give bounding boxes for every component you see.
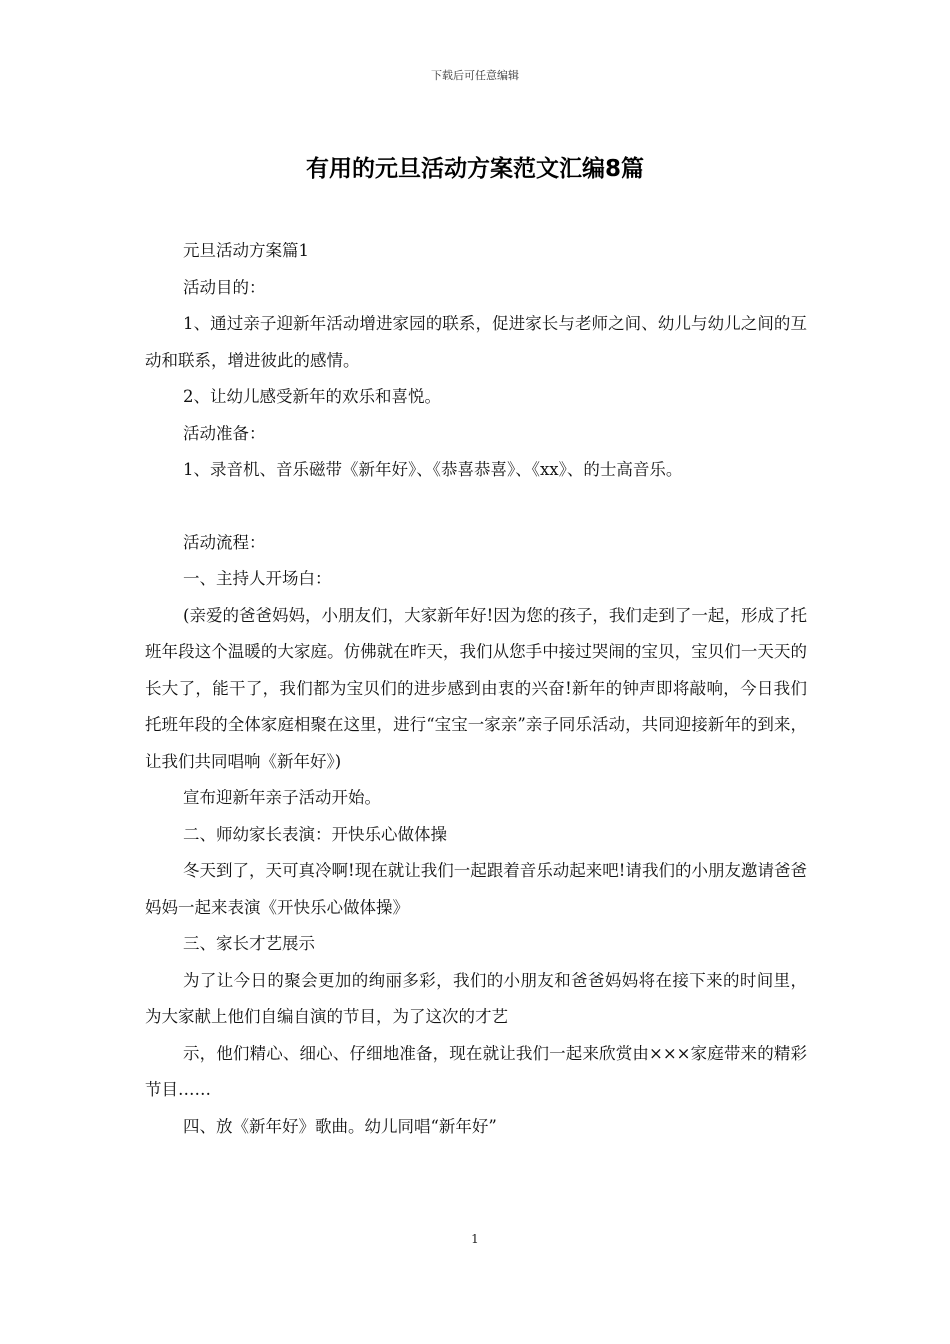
paragraph: 1、通过亲子迎新年活动增进家园的联系，促进家长与老师之间、幼儿与幼儿之间的互动和联系，增进彼此的感情。 (145, 314, 807, 370)
paragraph: 活动流程： (183, 532, 266, 552)
paragraph: 三、家长才艺展示 (183, 934, 315, 953)
paragraph: 为了让今日的聚会更加的绚丽多彩，我们的小朋友和爸爸妈妈将在接下来的时间里，为大家献上他们自编自演的节目，为了这次的才艺 (145, 970, 807, 1026)
section-heading: 元旦活动方案篇1 (183, 241, 309, 260)
paragraph: 宣布迎新年亲子活动开始。 (183, 788, 381, 807)
paragraph: 一、主持人开场白： (183, 569, 332, 588)
paragraph: 活动目的： (183, 277, 266, 297)
document-body (145, 233, 807, 1145)
paragraph: 冬天到了，天可真冷啊!现在就让我们一起跟着音乐动起来吧!请我们的小朋友邀请爸爸妈妈一起来表演《开快乐心做体操》 (145, 861, 807, 917)
paragraph: 四、放《新年好》歌曲。幼儿同唱“新年好” (183, 1116, 497, 1136)
paragraph: (亲爱的爸爸妈妈，小朋友们，大家新年好!因为您的孩子，我们走到了一起，形成了托班年段这个温暖的大家庭。仿佛就在昨天，我们从您手中接过哭闹的宝贝，宝贝们一天天的长大了，能干了，我们都为宝贝们的进步感到由衷的兴奋!新年的钟声即将敲响，今日我们托班年段的全体家庭相聚在这里，进行“宝宝一家亲”亲子同乐活动，共同迎接新年的到来，让我们共同唱响《新年好》) (145, 605, 807, 771)
document-title: 有用的元旦活动方案范文汇编8篇 (305, 156, 644, 182)
blank-line (145, 489, 807, 525)
page-number: 1 (471, 1232, 479, 1246)
paragraph: 示，他们精心、细心、仔细地准备，现在就让我们一起来欣赏由×××家庭带来的精彩节目…… (145, 1043, 807, 1099)
paragraph: 二、师幼家长表演：开快乐心做体操 (183, 824, 447, 844)
paragraph: 活动准备： (183, 423, 266, 443)
header-note: 下载后可任意编辑 (431, 69, 519, 82)
paragraph: 2、让幼儿感受新年的欢乐和喜悦。 (183, 387, 441, 406)
paragraph: 1、录音机、音乐磁带《新年好》、《恭喜恭喜》、《xx》、的士高音乐。 (183, 460, 683, 479)
